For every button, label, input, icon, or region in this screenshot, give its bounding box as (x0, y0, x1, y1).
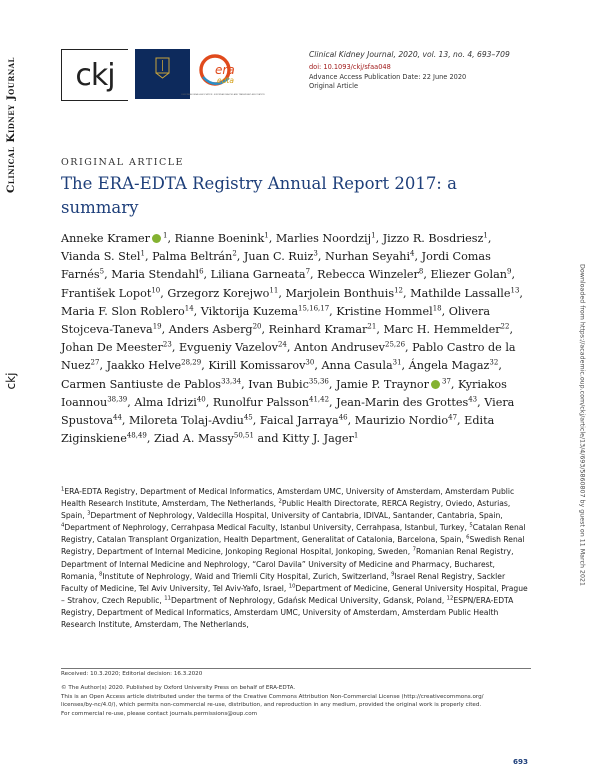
affiliation-marker: 5 (469, 522, 473, 529)
author-affiliation-marker: 38,39 (107, 395, 128, 404)
author-name: Maurizio Nordio (354, 414, 449, 428)
author-name: Jordi Comas Farnés (61, 250, 491, 282)
author (61, 305, 194, 318)
author-affiliation-marker: 1 (140, 249, 145, 258)
author (211, 268, 310, 281)
article-title-line1: The ERA-EDTA Registry Annual Report 2017: a (61, 174, 457, 193)
author (179, 341, 287, 354)
author-name: Jean-Marin des Grottes (336, 395, 469, 409)
author (213, 396, 329, 409)
author (325, 250, 415, 263)
author-name: Vianda S. Stel (61, 250, 141, 264)
journal-meta (309, 50, 569, 91)
author (201, 305, 329, 318)
author-affiliation-marker: 9 (506, 267, 512, 276)
author (152, 250, 237, 263)
author (383, 232, 488, 245)
affiliation-marker: 10 (288, 583, 296, 590)
side-mini-logo: ckj (4, 372, 18, 390)
author-affiliation-marker: 1 (353, 431, 359, 440)
author (409, 359, 499, 372)
author (134, 396, 205, 409)
author-affiliation-marker: 41,42 (308, 395, 330, 404)
affiliation-marker: 7 (412, 546, 416, 553)
author-name: František Lopot (61, 286, 152, 300)
author-affiliation-marker: 27 (90, 358, 100, 367)
author (383, 323, 509, 336)
author-affiliation-marker: 13 (510, 285, 520, 294)
author (336, 396, 477, 409)
author-affiliation-marker: 1 (264, 231, 269, 240)
author-affiliation-marker: 22 (500, 322, 510, 331)
doi-link[interactable]: doi: 10.1093/ckj/sfaa048 (309, 63, 391, 72)
page-number: 693 (513, 757, 529, 766)
copyright-notice: © The Author(s) 2020. Published by Oxford University Press on behalf of ERA-EDTA. This is an Open Access article distributed under the terms of the Creative Commons Attribution Non-Commercial License (http://creativecommons.org/ licenses/by-nc/4.0/), which permits non-commercial re-use, distribution, and reproduction in any medium, provided the original work is properly cited. For commercial re-use, please contact journals.permissions@oup.com (61, 685, 484, 717)
footer-divider (61, 668, 531, 669)
edta-text: edta (217, 76, 234, 85)
author-affiliation-marker: 24 (277, 340, 287, 349)
author-name: Marjolein Bonthuis (285, 286, 395, 300)
author-affiliation-marker: 30 (305, 358, 315, 367)
author-name: Liliana Garneata (210, 268, 306, 282)
author-affiliation-marker: 1 (163, 231, 168, 240)
author-affiliation-marker: 11 (269, 285, 279, 294)
article-title-line2: summary (61, 198, 139, 217)
author-affiliation-marker: 33,34 (221, 376, 242, 385)
author (61, 341, 172, 354)
author (244, 250, 318, 263)
author (410, 287, 519, 300)
author-list: Anneke Kramer $^1$, Rianne Boenink$^1$, Marlies Noordzij$^1$, Jizzo R. Bosdriesz$^1$, Vianda S. Stel$^1$, Palma Beltrán$^2$, Juan C. Ruiz$^3$, Nurhan Seyahi$^4$, Jordi Comas Farnés$^5$, Maria Stendahl$^6$, Liliana Garneata$^7$, Rebecca Winzeler$^8$, Eliezer Golan$^9$, František Lopot$^{10}$, Grzegorz Korejwo$^{11}$, Marjolein Bonthuis$^{12}$, Mathilde Lassalle$^{13}$, Maria F. Slon Roblero$^{14}$, Viktorija Kuzema$^{15,16,17}$, Kristine Hommel$^{18}$, Olivera Stojceva-Taneva$^{19}$, Anders Asberg$^{20}$, Reinhard Kramar$^{21}$, Marc H. Hemmelder$^{22}$, Johan De Meester$^{23}$, Evgueniy Vazelov$^{24}$, Anton Andrusev$^{25,26}$, Pablo Castro de la Nuez$^{27}$, Jaakko Helve$^{28,29}$, Kirill Komissarov$^{30}$, Anna Casula$^{31}$, Ángela Magaz$^{32}$, Carmen Santiuste de Pablos$^{33,34}$, Ivan Bubic$^{35,36}$, Jamie P. Traynor $^{37}$, Kyriakos Ioannou$^{38,39}$, Alma Idrizi$^{40}$, Runolfur Palsson$^{41,42}$, Jean-Marin des Grottes$^{43}$, Viera Spustova$^{44}$, Miloreta Tolaj-Avdiu$^{45}$, Faical Jarraya$^{46}$, Maurizio Nordio$^{47}$, Edita Ziginskiene$^{48,49}$, Ziad A. Massy$^{50,51}$ and Kitty J. Jager$^1$ (61, 231, 523, 446)
author-affiliation-marker: 8 (418, 267, 424, 276)
received-dates: Received: 10.3.2020; Editorial decision: 16.3.2020 (61, 671, 203, 677)
author-name: Jizzo R. Bosdriesz (382, 232, 484, 245)
author-affiliation-marker: 28,29 (181, 358, 202, 367)
journal-name-vertical: Clinical Kidney Journal (5, 57, 17, 193)
author-name: Maria F. Slon Roblero (61, 304, 185, 318)
author-affiliation-marker: 4 (410, 249, 415, 258)
author-affiliation-marker: 20 (252, 322, 262, 331)
affiliation-text: Catalan Renal Registry, Catalan Transplant Organization, Health Department, Generalitat of Catalonia, Barcelona, Spain, (61, 523, 526, 545)
author (61, 378, 241, 391)
author (336, 378, 451, 391)
author-affiliation-marker: 23 (162, 340, 172, 349)
author (61, 232, 168, 245)
author-name: Juan C. Ruiz (243, 250, 314, 264)
author (336, 305, 441, 318)
author (154, 432, 254, 445)
affiliation-marker: 12 (446, 595, 454, 602)
author-name: Ziad A. Massy (154, 432, 234, 446)
author-affiliation-marker: 2 (232, 249, 237, 258)
author-name: Kirill Komissarov (208, 359, 306, 373)
author-name: Reinhard Kramar (268, 323, 368, 337)
author-affiliation-marker: 25,26 (384, 340, 406, 349)
author-name: Nurhan Seyahi (325, 250, 411, 264)
author-affiliation-marker: 40 (196, 395, 206, 404)
author (355, 414, 457, 427)
author-name: Miloreta Tolaj-Avdiu (129, 414, 244, 428)
author-affiliation-marker: 47 (448, 413, 458, 422)
author (129, 414, 253, 427)
orcid-icon[interactable] (431, 380, 440, 389)
author (317, 268, 423, 281)
affiliation-text: ESPN/ERA-EDTA Registry, Department of Medical Informatics, Amsterdam UMC, University of Amsterdam, Amsterdam Public Health Research Institute, Amsterdam, The Netherlands, (61, 595, 514, 630)
author-affiliation-marker: 10 (151, 285, 161, 294)
author (169, 323, 262, 336)
article-type-meta: Original Article (309, 81, 359, 90)
author (282, 432, 358, 445)
author-name: Anneke Kramer (61, 232, 151, 245)
author-affiliation-marker: 32 (489, 358, 499, 367)
orcid-icon[interactable] (152, 234, 161, 243)
affiliation-text: Romanian Renal Registry, Department of Internal Medicine and Nephrology, “Carol Davila” University of Medicine and Pharmacy, Bucharest, Romania, (61, 547, 514, 581)
affiliation-text: Department of Nephrology, Gdańsk Medical University, Gdansk, Poland, (170, 595, 445, 605)
author-name: Olivera Stojceva-Taneva (61, 304, 491, 337)
affiliation-marker: 2 (278, 498, 282, 505)
author-affiliation-marker: 48,49 (126, 431, 147, 440)
author-affiliation-marker: 31 (392, 358, 402, 367)
author (430, 268, 511, 281)
author-name: Ivan Bubic (248, 377, 309, 391)
author-name: Maria Stendahl (111, 268, 200, 282)
author-affiliation-marker: 19 (152, 322, 162, 331)
affiliation-text: Public Health Directorate, RERCA Registry, Oviedo, Asturias, Spain, (61, 499, 511, 521)
author-affiliation-marker: 50,51 (233, 431, 254, 440)
affiliation-marker: 9 (391, 571, 395, 578)
author-name: Eliezer Golan (430, 268, 507, 282)
author-affiliation-marker: 3 (313, 249, 318, 258)
author-affiliation-marker: 35,36 (308, 376, 329, 385)
author-affiliation-marker: 15,16,17 (298, 304, 330, 313)
author (107, 359, 202, 372)
author-affiliation-marker: 21 (367, 322, 377, 331)
advance-access-date: Advance Access Publication Date: 22 June 2020 (309, 72, 467, 81)
ckj-logo: ckj (61, 49, 128, 101)
author-affiliation-marker: 6 (199, 267, 204, 276)
author-name: Kyriakos Ioannou (61, 377, 507, 409)
author (175, 232, 269, 245)
author-affiliation-marker: 7 (305, 267, 311, 276)
author-affiliation-marker: 37 (442, 376, 451, 385)
affiliation-marker: 4 (61, 522, 65, 529)
author (248, 378, 329, 391)
author-name: Anders Asberg (168, 323, 253, 337)
author-affiliation-marker: 44 (113, 413, 122, 422)
author-name: Faical Jarraya (259, 414, 339, 428)
oxford-logo: OXFORD (135, 49, 190, 99)
author-name: Anton Andrusev (294, 341, 385, 355)
journal-citation: Clinical Kidney Journal, 2020, vol. 13, no. 4, 693–709 (309, 50, 510, 59)
affiliation-text: Institute of Nephrology, Waid and Triemli City Hospital, Zurich, Switzerland, (102, 571, 389, 581)
era-text: era (215, 63, 235, 77)
author-affiliation-marker: 5 (99, 267, 105, 276)
author-name: Carmen Santiuste de Pablos (61, 377, 222, 391)
author-affiliation-marker: 46 (338, 413, 348, 422)
author (61, 250, 145, 263)
author-name: Mathilde Lassalle (410, 286, 511, 300)
author-affiliation-marker: 14 (184, 304, 194, 313)
author (294, 341, 405, 354)
author-name: Rianne Boenink (174, 232, 265, 245)
affiliation-text: Department of Medicine, General University Hospital, Prague – Strahov, Czech Republic, (61, 583, 528, 605)
author (111, 268, 203, 281)
affiliation-marker: 6 (466, 534, 470, 541)
era-tagline: EUROPEAN RENAL ASSOCIATION · EUROPEAN DIALYSIS AND TRANSPLANT ASSOCIATION (181, 94, 265, 96)
author (321, 359, 401, 372)
affiliation-text: Israel Renal Registry, Sackler Faculty of Medicine, Tel Aviv University, Tel Aviv-Yafo, Israel, (61, 571, 506, 593)
affiliation-text: Department of Nephrology, Valdecilla Hospital, University of Cantabria, IDIVAL, Santander, Cantabria, Spain, (90, 511, 503, 521)
oxford-crest-icon (135, 49, 190, 85)
author-name: Viktorija Kuzema (200, 304, 298, 318)
affiliation-marker: 3 (87, 510, 91, 517)
author-affiliation-marker: 1 (483, 231, 488, 240)
author-name: Jaakko Helve (106, 359, 182, 373)
author-name: Pablo Castro de la Nuez (61, 341, 516, 373)
author-name: Edita Ziginskiene (61, 414, 495, 446)
affiliation-marker: 11 (164, 595, 171, 602)
author-affiliation-marker: 45 (243, 413, 253, 422)
author (285, 287, 403, 300)
era-edta-logo (181, 50, 265, 98)
author (61, 287, 160, 300)
author-name: Kitty J. Jager (282, 432, 354, 446)
author (260, 414, 348, 427)
author-name: Johan De Meester (61, 341, 163, 355)
article-type-label: ORIGINAL ARTICLE (61, 157, 184, 168)
affiliations (61, 486, 531, 631)
author-affiliation-marker: 43 (468, 395, 478, 404)
affiliation-text: Swedish Renal Registry, Department of Internal Medicine, Jonkoping Regional Hospital, Jonkoping, Sweden, (61, 535, 525, 557)
author-name: Kristine Hommel (336, 304, 433, 318)
author-name: Viera Spustova (61, 395, 515, 428)
article-title (61, 172, 481, 220)
affiliation-text: ERA-EDTA Registry, Department of Medical Informatics, Amsterdam UMC, University of Amsterdam, Amsterdam Public Health Research Institute, Amsterdam, The Netherlands, (61, 487, 515, 509)
author (208, 359, 314, 372)
author-name: Evgueniy Vazelov (178, 341, 278, 355)
author (167, 287, 278, 300)
author-name: Jamie P. Traynor (336, 377, 429, 391)
author-name: Rebecca Winzeler (317, 268, 419, 282)
author-name: Runolfur Palsson (212, 395, 309, 409)
author-name: Marc H. Hemmelder (383, 323, 501, 337)
author-affiliation-marker: 18 (432, 304, 442, 313)
download-note-vertical: Downloaded from https://academic.oup.com/ckj/article/13/4/693/5860807 by guest on 11 March 2021 (578, 264, 586, 586)
affiliation-marker: 8 (99, 571, 103, 578)
author-name: Grzegorz Korejwo (167, 286, 270, 300)
author-name: Alma Idrizi (134, 395, 197, 409)
affiliation-text: Department of Nephrology, Cerrahpasa Medical Faculty, Istanbul University, Cerrahpasa, Istanbul, Turkey, (64, 523, 467, 533)
author (276, 232, 376, 245)
author-name: Palma Beltrán (152, 250, 233, 264)
author-name: Anna Casula (321, 359, 393, 373)
author-name: Marlies Noordzij (275, 232, 372, 245)
author (269, 323, 377, 336)
author-affiliation-marker: 12 (394, 285, 403, 294)
author-name: Ángela Magaz (408, 359, 490, 373)
author-affiliation-marker: 1 (371, 231, 376, 240)
affiliation-marker: 1 (61, 486, 65, 493)
